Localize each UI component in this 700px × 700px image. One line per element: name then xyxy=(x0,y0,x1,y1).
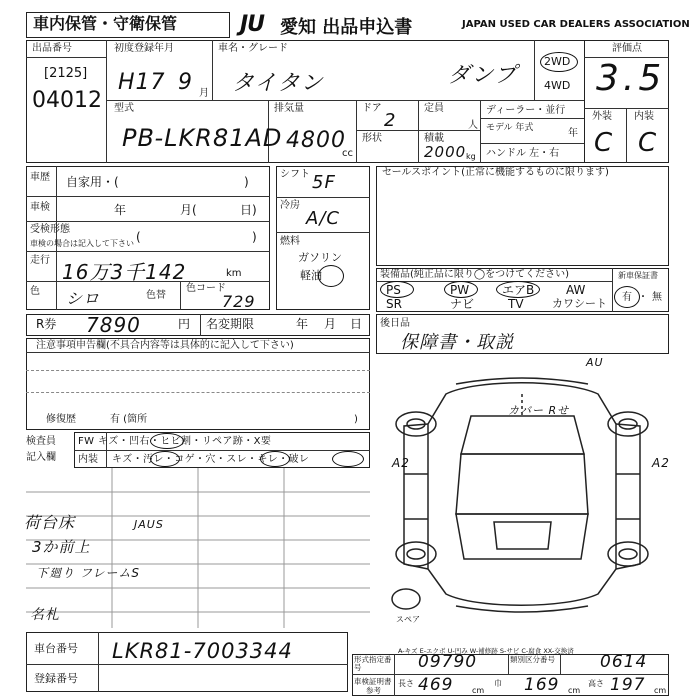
chassis-value: LKR81-7003344 xyxy=(112,639,293,663)
model-year-unit: 年 xyxy=(568,128,578,139)
warranty-no: 無 xyxy=(652,292,662,303)
length-label: 長さ xyxy=(398,679,414,688)
note-stamp: JAUS xyxy=(134,518,164,531)
dismantle-label: 受検形態 xyxy=(30,224,70,235)
equip-ps-circle xyxy=(380,281,414,298)
name-change-day: 日 xyxy=(350,317,363,331)
interior-label: 内装 xyxy=(634,111,654,122)
shift-label: シフト xyxy=(280,169,310,180)
equip-pw: PW xyxy=(450,283,470,297)
load-value: 2000 xyxy=(424,143,467,161)
mileage-unit: km xyxy=(226,268,242,279)
equip-ps: PS xyxy=(386,283,401,297)
drive-2wd: 2WD xyxy=(544,55,571,68)
interior-grade: C xyxy=(638,128,658,158)
doors-label: ドア xyxy=(362,103,382,114)
repair-value: 有 (箇所 xyxy=(110,414,148,425)
repair-label: 修復歴 xyxy=(46,414,76,425)
recycle-label: R券 xyxy=(36,317,57,331)
warranty-label: 新車保証書 xyxy=(618,271,658,280)
equip-aw: AW xyxy=(566,283,586,297)
recycle-value: 7890 xyxy=(86,313,141,337)
history-label: 車歴 xyxy=(30,172,50,183)
equip-airbag: エアB xyxy=(502,283,535,297)
paint-label: 色替 xyxy=(146,290,166,301)
height-value: 197 xyxy=(610,675,646,695)
doors-value: 2 xyxy=(384,110,397,131)
inspector-label-2: 記入欄 xyxy=(26,452,56,463)
model-year-label: モデル 年式 xyxy=(486,123,534,133)
equip-pw-circle xyxy=(444,281,478,298)
evaluation-score: 3.5 xyxy=(596,58,666,99)
fuel-diesel: 軽油 xyxy=(300,269,322,282)
first-reg-month-unit: 月 xyxy=(199,88,209,99)
ac-value: A/C xyxy=(306,208,340,229)
capacity-label: 定員 xyxy=(424,103,444,114)
dims-label-1: 車検証明書 xyxy=(354,677,392,686)
displacement-label: 排気量 xyxy=(274,103,304,114)
dismantle-close: ) xyxy=(252,230,257,244)
note-line-3: 下廻り フレームS xyxy=(36,566,140,580)
inspection-day: 日) xyxy=(240,203,257,217)
history-close: ) xyxy=(244,175,249,189)
model-value: PB-LKR81AD xyxy=(122,124,283,152)
sales-point-section xyxy=(376,166,669,266)
color-label: 色 xyxy=(30,286,40,297)
lot-label: 出品番号 xyxy=(32,43,72,54)
warranty-yes: 有 xyxy=(622,292,632,303)
displacement-value: 4800 xyxy=(286,128,346,153)
type-approval-label: 形式指定番号 xyxy=(354,655,392,672)
name-change-year: 年 xyxy=(296,317,309,331)
dismantle-note: 車検の場合は記入して下さい xyxy=(30,239,134,248)
color-value: シロ xyxy=(66,289,101,308)
inspection-month: 月( xyxy=(180,203,197,217)
class-value: 0614 xyxy=(600,652,648,672)
exterior-grade: C xyxy=(594,128,614,158)
length-value: 469 xyxy=(418,675,454,695)
recycle-section xyxy=(26,314,370,336)
note-line-4: 名札 xyxy=(30,607,60,623)
note-line-2: 3か前上 xyxy=(32,538,91,556)
inspector-circle-4 xyxy=(332,451,364,467)
inspection-year: 年 xyxy=(114,203,127,217)
repair-close: ) xyxy=(354,414,358,425)
evaluation-label: 評価点 xyxy=(612,43,642,54)
car-grade: ダンプ xyxy=(448,63,518,88)
recycle-unit: 円 xyxy=(178,317,191,331)
height-unit: cm xyxy=(654,686,667,695)
width-value: 169 xyxy=(524,675,560,695)
equip-leather: カワシート xyxy=(552,297,607,310)
dismantle-open: ( xyxy=(136,230,141,244)
equip-navi: ナビ xyxy=(450,297,475,311)
mileage-label: 走行 xyxy=(30,255,50,266)
diagram-right-mark: A2 xyxy=(652,456,670,470)
diagram-cover-note: カバー Rせ xyxy=(508,404,570,417)
history-section xyxy=(26,166,270,310)
handle-label: ハンドル 左・右 xyxy=(486,148,560,159)
equip-airbag-circle xyxy=(496,281,540,298)
vehicle-diagram xyxy=(376,354,669,624)
org-english: JAPAN USED CAR DEALERS ASSOCIATION xyxy=(462,19,690,30)
sales-point-label: セールスポイント(正常に機能するものに限ります) xyxy=(382,167,609,178)
inspector-circle-2 xyxy=(150,451,180,467)
inspector-circle-3 xyxy=(260,451,290,467)
fuel-label: 燃料 xyxy=(280,236,300,247)
model-label: 型式 xyxy=(114,103,134,114)
name-change-month: 月 xyxy=(324,317,337,331)
form-title: 愛知 出品申込書 xyxy=(280,17,413,38)
note-line-1: 荷台床 xyxy=(24,513,76,532)
height-label: 高さ xyxy=(588,679,604,688)
dims-label-2: 参考 xyxy=(366,686,381,695)
inspection-label: 車検 xyxy=(30,202,50,213)
dealer-label: ディーラー・並行 xyxy=(486,105,566,116)
exterior-label: 外装 xyxy=(592,111,612,122)
displacement-unit: cc xyxy=(342,148,353,159)
spare-label: スペア xyxy=(396,615,420,624)
notes-header: 注意事項申告欄(不具合内容等は具体的に記入して下さい) xyxy=(36,340,294,351)
inspector-label-1: 検査員 xyxy=(26,436,56,447)
diagram-left-mark: A2 xyxy=(392,456,410,470)
equip-tv: TV xyxy=(508,297,524,311)
type-approval-value: 09790 xyxy=(418,652,478,672)
ju-logo: JU xyxy=(240,12,265,37)
attachments-label: 後日品 xyxy=(380,318,410,329)
storage-title: 車内保管・守衛保管 xyxy=(26,12,230,38)
lot-number: 04012 xyxy=(32,88,102,113)
color-code-label: 色コード xyxy=(186,283,226,294)
shape-label: 形状 xyxy=(362,133,382,144)
history-value: 自家用・( xyxy=(66,175,119,189)
capacity-unit: 人 xyxy=(468,120,478,131)
inspector-row1: FW キズ・凹右・ヒビ割・リペア跡・X要 xyxy=(78,436,272,447)
mileage-value: 16万3千142 xyxy=(62,260,187,284)
inspector-circle-1 xyxy=(150,433,184,449)
inspector-row2-prefix: 内装 xyxy=(78,454,98,465)
car-name: タイタン xyxy=(232,71,324,96)
load-label: 積載 xyxy=(424,133,444,144)
name-change-label: 名変期限 xyxy=(206,317,255,331)
car-name-label: 車名・グレード xyxy=(218,43,288,54)
equipment-label: 装備品(純正品に限り◯をつけてください) xyxy=(380,269,569,280)
lot-bracket-number: [2125] xyxy=(44,66,88,81)
color-code: 729 xyxy=(222,292,256,311)
attachments-value: 保障書・取説 xyxy=(400,332,514,353)
warranty-circle xyxy=(614,286,640,308)
drive-4wd: 4WD xyxy=(544,79,571,92)
width-unit: cm xyxy=(568,686,581,695)
class-label: 類別区分番号 xyxy=(510,655,555,664)
first-reg-era: H17 xyxy=(118,70,166,95)
shift-value: 5F xyxy=(312,172,336,193)
inspector-row2: キズ・汚レ・コゲ・穴・スレ・キレ・破レ xyxy=(112,454,310,465)
first-reg-label: 初度登録年月 xyxy=(114,43,174,54)
first-reg-month: 9 xyxy=(178,70,193,95)
load-unit: kg xyxy=(466,152,476,161)
equip-sr: SR xyxy=(386,297,402,311)
warranty-sep: ・ xyxy=(638,292,648,303)
registration-label: 登録番号 xyxy=(34,672,78,685)
width-label: 巾 xyxy=(494,679,502,688)
chassis-label: 車台番号 xyxy=(34,642,78,655)
length-unit: cm xyxy=(472,686,485,695)
ac-label: 冷房 xyxy=(280,200,300,211)
fuel-gasoline: ガソリン xyxy=(298,251,342,264)
diagram-top-note: AU xyxy=(586,356,604,369)
damage-legend: A-キズ E-エクボ U-凹み W-補修跡 S-サビ C-腐食 XX-交換済 xyxy=(398,647,574,655)
